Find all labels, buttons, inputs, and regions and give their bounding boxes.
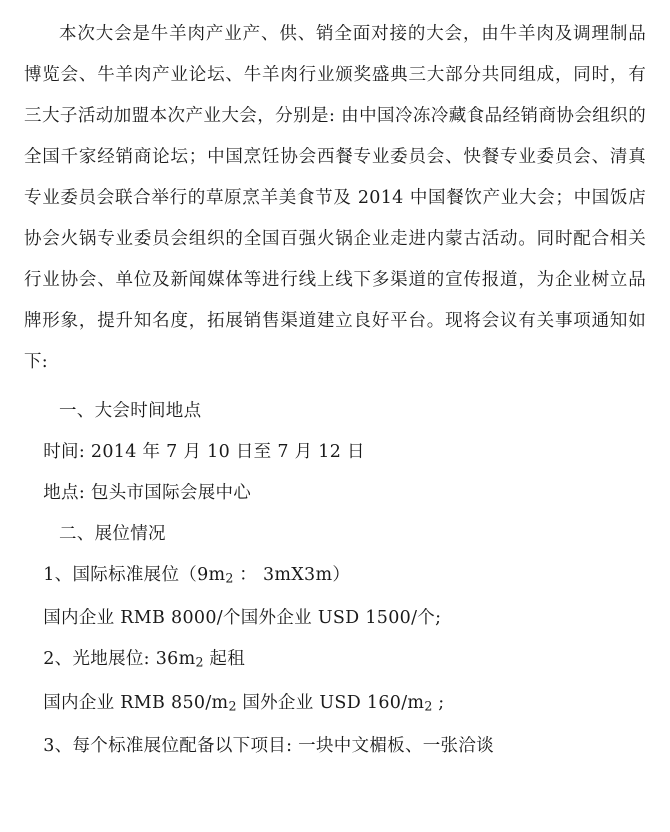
booth-item-raw-space: 2、光地展位: 36m2 起租 xyxy=(43,649,245,670)
meeting-place-line: 地点: 包头市国际会展中心 xyxy=(43,483,252,503)
booth-item-standard-price: 国内企业 RMB 8000/个国外企业 USD 1500/个; xyxy=(43,608,442,629)
section-heading-time-place: 一、大会时间地点 xyxy=(59,401,202,421)
booth-item-facilities: 3、每个标准展位配备以下项目: 一块中文楣板、一张洽谈 xyxy=(43,735,494,756)
booth-item-standard-text: 1、国际标准展位（9m2 ： 3mX3m） xyxy=(43,565,351,586)
intro-paragraph: 本次大会是牛羊肉产业产、供、销全面对接的大会，由牛羊肉及调理制品博览会、牛羊肉产业论坛、牛羊肉行业颁奖盛典三大部分共同组成，同时，有三大子活动加盟本次产业大会，分别是: 由中国冷冻冷藏食品经销商协会组织的全国千家经销商论坛；中国烹饪协会西餐专业委员会、快餐专业委员会、清真专业委员会联合举行的草原烹羊美食节及 2014 中国餐饮产业大会；中国饭店协会火锅专业委员会组织的全国百强火锅企业走进内蒙古活动。同时配合相关行业协会、单位及新闻媒体等进行线上线下多渠道的宣传报道，为企业树立品牌形象，提升知名度，拓展销售渠道建立良好平台。现将会议有关事项通知如下: xyxy=(24,24,646,372)
booth-item-raw-space-price: 国内企业 RMB 850/m2 国外企业 USD 160/m2 ; xyxy=(43,692,445,713)
booth-item-standard xyxy=(24,555,646,598)
meeting-time-line: 时间: 2014 年 7 月 10 日至 7 月 12 日 xyxy=(43,442,365,462)
spacer xyxy=(24,383,646,391)
section-heading-booth: 二、展位情况 xyxy=(59,524,166,544)
